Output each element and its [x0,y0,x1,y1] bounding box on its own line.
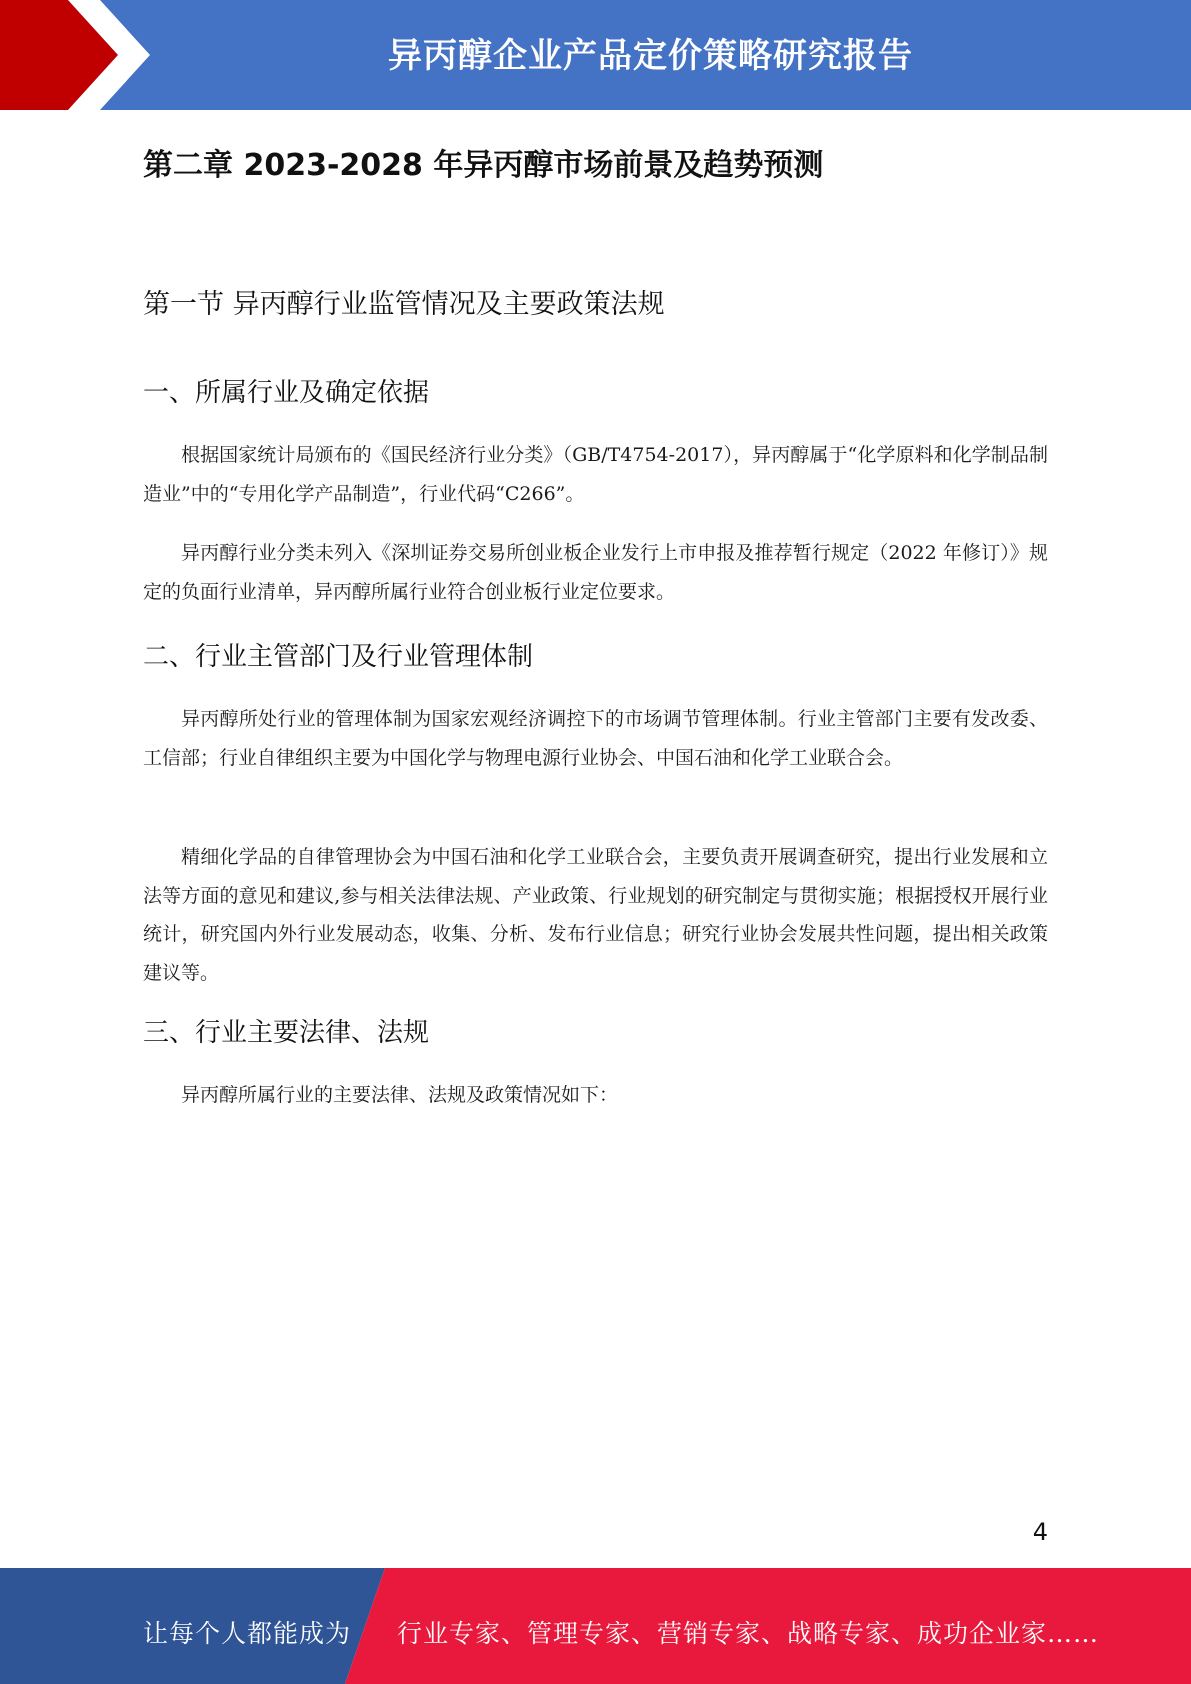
page-footer [0,1568,1191,1684]
paragraph: 异丙醇行业分类未列入《深圳证券交易所创业板企业发行上市申报及推荐暂行规定（2022 年修订）》规定的负面行业清单，异丙醇所属行业符合创业板行业定位要求。 [143,542,1048,603]
page-number: 4 [1032,1518,1048,1546]
subsection-title: 三、行业主要法律、法规 [143,1018,430,1048]
report-title: 异丙醇企业产品定价策略研究报告 [388,36,913,76]
paragraph: 异丙醇所处行业的管理体制为国家宏观经济调控下的市场调节管理体制。行业主管部门主要有发改委、工信部；行业自律组织主要为中国化学与物理电源行业协会、中国石油和化学工业联合会。 [143,708,1048,769]
page-header [0,0,1191,110]
paragraph: 精细化学品的自律管理协会为中国石油和化学工业联合会，主要负责开展调查研究，提出行业发展和立法等方面的意见和建议,参与相关法律法规、产业政策、行业规划的研究制定与贯彻实施；根据授权开展行业统计，研究国内外行业发展动态，收集、分析、发布行业信息；研究行业协会发展共性问题，提出相关政策建议等。 [143,846,1048,984]
chapter-title: 第二章 2023-2028 年异丙醇市场前景及趋势预测 [143,148,824,183]
paragraph: 根据国家统计局颁布的《国民经济行业分类》（GB/T4754-2017），异丙醇属于“化学原料和化学制品制造业”中的“专用化学产品制造”，行业代码“C266”。 [143,444,1048,505]
paragraph: 异丙醇所属行业的主要法律、法规及政策情况如下： [181,1084,619,1106]
subsection-title: 二、行业主管部门及行业管理体制 [143,642,534,672]
page-content [143,140,1048,1106]
footer-slogan-left: 让每个人都能成为 [143,1619,352,1648]
subsection-title: 一、所属行业及确定依据 [143,378,430,408]
section-title: 第一节 异丙醇行业监管情况及主要政策法规 [143,289,665,320]
footer-slogan-right: 行业专家、管理专家、营销专家、战略专家、成功企业家…… [397,1619,1100,1648]
